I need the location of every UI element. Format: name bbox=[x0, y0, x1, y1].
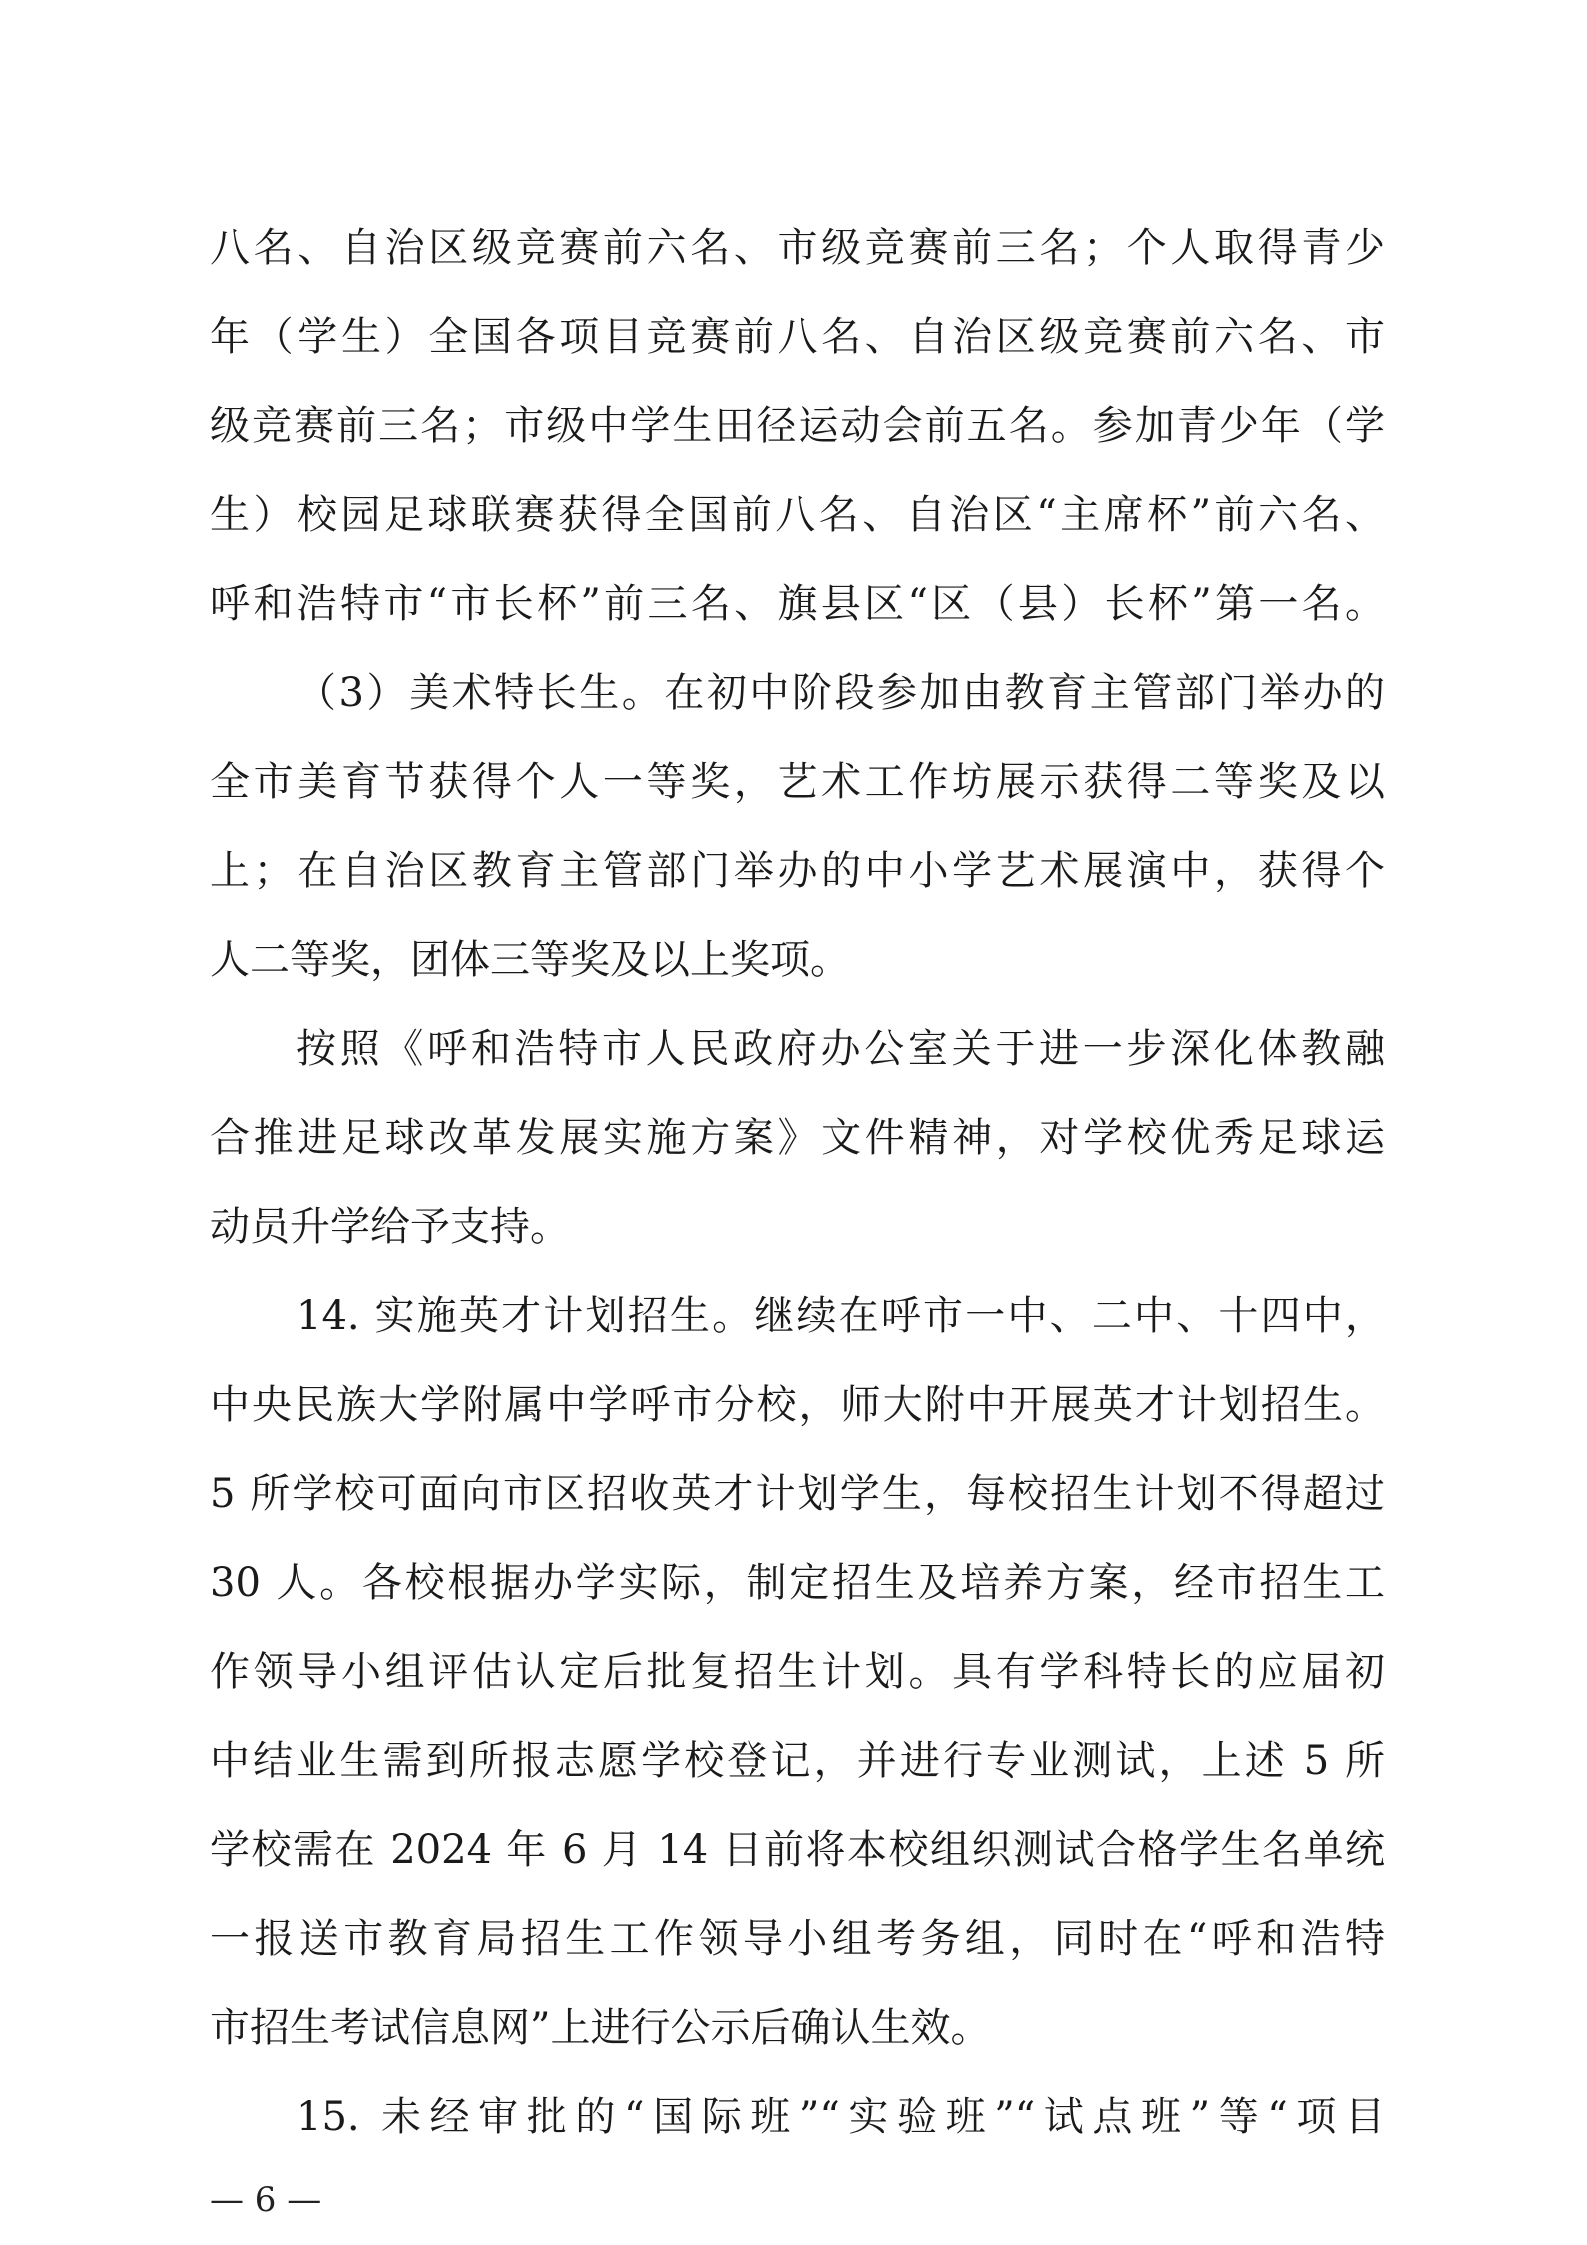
text-line: 生）校园足球联赛获得全国前八名、自治区“主席杯”前六名、 bbox=[210, 492, 1385, 538]
text-line: 按照《呼和浩特市人民政府办公室关于进一步深化体教融 bbox=[296, 1026, 1385, 1072]
text-line: 呼和浩特市“市长杯”前三名、旗县区“区（县）长杯”第一名。 bbox=[210, 581, 1385, 627]
page-number: — 6 — bbox=[210, 2180, 322, 2220]
text-line: 八名、自治区级竞赛前六名、市级竞赛前三名；个人取得青少 bbox=[210, 225, 1385, 271]
text-line: 年（学生）全国各项目竞赛前八名、自治区级竞赛前六名、市 bbox=[210, 314, 1385, 360]
text-line: 合推进足球改革发展实施方案》文件精神，对学校优秀足球运 bbox=[210, 1115, 1385, 1161]
text-line: 15. 未经审批的“国际班”“实验班”“试点班”等“项目 bbox=[296, 2094, 1385, 2140]
text-line: 一报送市教育局招生工作领导小组考务组，同时在“呼和浩特 bbox=[210, 1916, 1385, 1962]
text-line: 中央民族大学附属中学呼市分校，师大附中开展英才计划招生。 bbox=[210, 1382, 1385, 1428]
text-line: 中结业生需到所报志愿学校登记，并进行专业测试，上述 5 所 bbox=[210, 1738, 1385, 1784]
text-line: （3）美术特长生。在初中阶段参加由教育主管部门举办的 bbox=[296, 670, 1385, 716]
text-line: 上；在自治区教育主管部门举办的中小学艺术展演中，获得个 bbox=[210, 848, 1385, 894]
text-line: 作领导小组评估认定后批复招生计划。具有学科特长的应届初 bbox=[210, 1649, 1385, 1695]
text-line: 全市美育节获得个人一等奖，艺术工作坊展示获得二等奖及以 bbox=[210, 759, 1385, 805]
text-line: 级竞赛前三名；市级中学生田径运动会前五名。参加青少年（学 bbox=[210, 403, 1385, 449]
text-line: 人二等奖，团体三等奖及以上奖项。 bbox=[210, 937, 850, 983]
text-line: 5 所学校可面向市区招收英才计划学生，每校招生计划不得超过 bbox=[210, 1471, 1385, 1517]
text-line: 动员升学给予支持。 bbox=[210, 1204, 570, 1250]
text-line: 30 人。各校根据办学实际，制定招生及培养方案，经市招生工 bbox=[210, 1560, 1385, 1606]
text-line: 市招生考试信息网”上进行公示后确认生效。 bbox=[210, 2005, 991, 2051]
text-line: 14. 实施英才计划招生。继续在呼市一中、二中、十四中， bbox=[296, 1293, 1385, 1339]
text-line: 学校需在 2024 年 6 月 14 日前将本校组织测试合格学生名单统 bbox=[210, 1827, 1385, 1873]
